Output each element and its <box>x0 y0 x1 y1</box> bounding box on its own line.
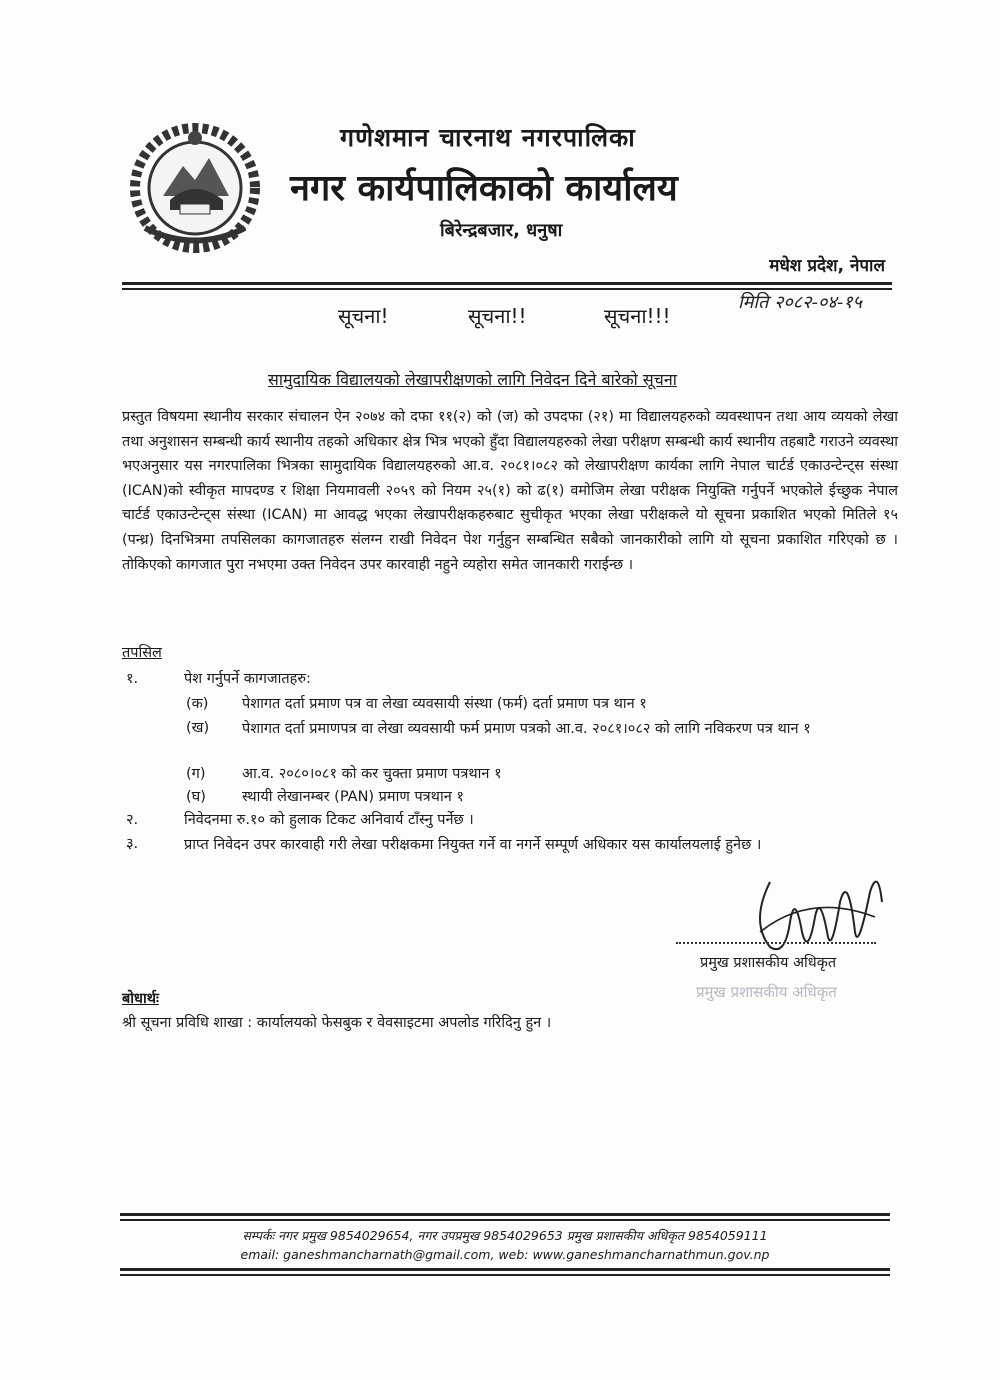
notice-word-1: सूचना! <box>338 304 389 328</box>
footer-email: email: ganeshmancharnath@gmail.com, web: www.ganeshmancharnathmun.gov.np <box>240 1247 770 1262</box>
footer-rule-thin <box>120 1219 890 1221</box>
signature-line <box>676 942 876 944</box>
province-name: मधेश प्रदेश, नेपाल <box>769 256 885 276</box>
office-name: नगर कार्यपालिकाको कार्यालय <box>290 168 678 209</box>
signatory-title: प्रमुख प्रशासकीय अधिकृत <box>700 955 837 971</box>
header-rule <box>122 282 892 285</box>
nepal-emblem-icon <box>125 118 265 258</box>
item-number: १. <box>126 671 139 687</box>
item-number: २. <box>126 812 139 828</box>
sub-item-label: (ग) <box>186 766 206 782</box>
handwritten-date: मिति २०८२-०४-१५ <box>738 292 862 313</box>
notice-word-3: सूचना!!! <box>604 304 671 328</box>
sub-item-label: (क) <box>186 696 209 712</box>
cc-heading: बोधार्थः <box>122 991 159 1007</box>
footer-contact: सम्पर्कः नगर प्रमुख 9854029654, नगर उपप्रमुख 9854029653 प्रमुख प्रशासकीय अधिकृत 9854059111 <box>242 1228 768 1243</box>
cc-recipient: श्री सूचना प्रविधि शाखा : कार्यालयको फेसबुक र वेवसाइटमा अपलोड गरिदिनु हुन । <box>122 1015 552 1031</box>
sub-item-label: (ख) <box>186 720 210 736</box>
footer-rule <box>120 1213 890 1216</box>
office-location: बिरेन्द्रबजार, धनुषा <box>440 220 563 241</box>
list-item: पेश गर्नुपर्ने कागजातहरु: <box>184 671 311 687</box>
list-item: प्राप्त निवेदन उपर कारवाही गरी लेखा परीक्षकमा नियुक्त गर्ने वा नगर्ने सम्पूर्ण अधिकार यस कार्यालयलाई हुनेछ । <box>184 837 762 853</box>
notice-body: प्रस्तुत विषयमा स्थानीय सरकार संचालन ऐन २०७४ को दफा ११(२) को (ज) को उपदफा (२१) मा विद्यालयहरुको व्यवस्थापन तथा आय व्ययको लेखा तथा अनुशासन सम्बन्धी कार्य स्थानीय तहको अधिकार क्षेत्र भित्र भएको हुँदा विद्यालयहरुको लेखा परीक्षण सम्बन्धी कार्य स्थानीय तहबाटै गराउने व्यवस्था भएअनुसार यस नगरपालिका भित्रका सामुदायिक विद्यालयहरुको आ.व. २०८१।०८२ को लेखापरीक्षण कार्यका लागि नेपाल चार्टर्ड एकाउन्टेन्ट्स संस्था (ICAN)को स्वीकृत मापदण्ड र शिक्षा नियमावली २०५९ को नियम २५(१) को ढ(१) वमोजिम लेखा परीक्षक नियुक्ति गर्नुपर्ने भएकोले ईच्छुक नेपाल चार्टर्ड एकाउन्टेन्ट्स संस्था (ICAN) मा आवद्ध भएका लेखापरीक्षकहरुबाट सुचीकृत भएका लेखा परीक्षकले यो सूचना प्रकाशित भएको मितिले १५ (पन्ध्र) दिनभित्रमा तपसिलका कागजातहरु संलग्न राखी निवेदन पेश गर्नुहुन सम्बन्धित सबैको जानकारीको लागि यो सूचना प्रकाशित गरिएको छ । तोकिएको कागजात पुरा नभएमा उक्त निवेदन उपर कारवाही नहुने व्यहोरा समेत जानकारी गराईन्छ । <box>122 409 898 573</box>
sub-item: पेशागत दर्ता प्रमाणपत्र वा लेखा व्यवसायी फर्म प्रमाण पत्रको आ.व. २०८१।०८२ को लागि नविकरण पत्र थान १ <box>242 721 811 737</box>
list-item: निवेदनमा रु.१० को हुलाक टिकट अनिवार्य टाँस्नु पर्नेछ । <box>184 812 474 828</box>
signatory-stamp: प्रमुख प्रशासकीय अधिकृत <box>696 983 837 1001</box>
sub-item-label: (घ) <box>186 789 206 805</box>
municipality-name: गणेशमान चारनाथ नगरपालिका <box>340 123 636 152</box>
tapasil-heading: तपसिल <box>122 645 162 661</box>
signature <box>740 862 890 962</box>
item-number: ३. <box>126 836 139 852</box>
sub-item: पेशागत दर्ता प्रमाण पत्र वा लेखा व्यवसायी संस्था (फर्म) दर्ता प्रमाण पत्र थान १ <box>242 696 647 712</box>
sub-item: आ.व. २०८०।०८१ को कर चुक्ता प्रमाण पत्रथान १ <box>242 766 502 782</box>
sub-item: स्थायी लेखानम्बर (PAN) प्रमाण पत्रथान १ <box>242 789 464 805</box>
footer-rule-bottom <box>120 1268 890 1271</box>
notice-subject: सामुदायिक विद्यालयको लेखापरीक्षणको लागि निवेदन दिने बारेको सूचना <box>268 370 677 389</box>
notice-word-2: सूचना!! <box>468 304 527 328</box>
footer-rule-bottom-thin <box>120 1274 890 1276</box>
